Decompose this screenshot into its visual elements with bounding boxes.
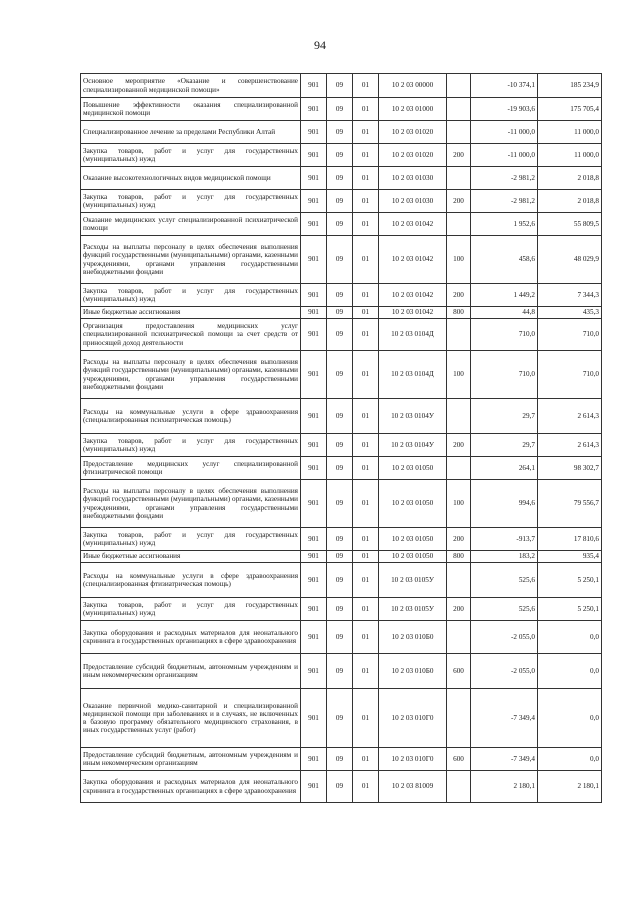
row-admin-code: 901 xyxy=(301,528,327,551)
row-expense-type xyxy=(447,771,471,803)
table-row xyxy=(81,457,602,480)
row-name: Оказание первичной медико-санитарной и специализированной медицинской помощи при заболеваниях и в случаях, не включенных в базовую программу обязательного медицинского страхования, в иных государственных услуг (работ) xyxy=(81,689,301,748)
row-admin-code: 901 xyxy=(301,689,327,748)
row-subsection: 01 xyxy=(353,654,379,689)
row-subsection: 01 xyxy=(353,319,379,351)
row-admin-code: 901 xyxy=(301,74,327,98)
row-name: Предоставление субсидий бюджетным, автономным учреждениям и иным некоммерческим организациям xyxy=(81,748,301,771)
row-target-article: 10 2 03 01000 xyxy=(379,98,447,121)
row-expense-type: 100 xyxy=(447,236,471,284)
table-row xyxy=(81,236,602,284)
row-subsection: 01 xyxy=(353,399,379,434)
row-name: Закупка оборудования и расходных материалов для неонатального скрининга в государственных организациях в сфере здравоохранения xyxy=(81,771,301,803)
row-section: 09 xyxy=(327,236,353,284)
row-expense-type: 800 xyxy=(447,307,471,319)
row-target-article: 10 2 03 01020 xyxy=(379,144,447,167)
row-change-amount: 525,6 xyxy=(471,563,538,598)
row-target-article: 10 2 03 01050 xyxy=(379,528,447,551)
row-name: Организация предоставления медицинских услуг специализированной психиатрической помощи за счет средств от приносящей доход деятельности xyxy=(81,319,301,351)
row-expense-type: 200 xyxy=(447,528,471,551)
row-subsection: 01 xyxy=(353,563,379,598)
table-row xyxy=(81,351,602,399)
table-row xyxy=(81,598,602,621)
row-change-amount: -11 000,0 xyxy=(471,121,538,144)
row-change-amount: -2 055,0 xyxy=(471,621,538,654)
row-change-amount: 710,0 xyxy=(471,351,538,399)
row-admin-code: 901 xyxy=(301,434,327,457)
table-row xyxy=(81,144,602,167)
row-admin-code: 901 xyxy=(301,319,327,351)
row-change-amount: 458,6 xyxy=(471,236,538,284)
row-name: Иные бюджетные ассигнования xyxy=(81,551,301,563)
row-expense-type xyxy=(447,319,471,351)
row-target-article: 10 2 03 00000 xyxy=(379,74,447,98)
row-section: 09 xyxy=(327,98,353,121)
row-total-amount: 935,4 xyxy=(538,551,602,563)
row-section: 09 xyxy=(327,167,353,190)
row-expense-type xyxy=(447,399,471,434)
row-expense-type xyxy=(447,563,471,598)
table-row xyxy=(81,121,602,144)
row-name: Оказание высокотехнологичных видов медицинской помощи xyxy=(81,167,301,190)
table-row xyxy=(81,480,602,528)
row-change-amount: 264,1 xyxy=(471,457,538,480)
row-name: Закупка товаров, работ и услуг для государственных (муниципальных) нужд xyxy=(81,144,301,167)
row-section: 09 xyxy=(327,598,353,621)
row-expense-type xyxy=(447,98,471,121)
row-section: 09 xyxy=(327,689,353,748)
row-total-amount: 2 180,1 xyxy=(538,771,602,803)
row-total-amount: 98 302,7 xyxy=(538,457,602,480)
row-target-article: 10 2 03 01042 xyxy=(379,236,447,284)
table-row xyxy=(81,74,602,98)
row-target-article: 10 2 03 0104Д xyxy=(379,351,447,399)
row-expense-type: 200 xyxy=(447,190,471,213)
row-subsection: 01 xyxy=(353,121,379,144)
table-row xyxy=(81,654,602,689)
row-section: 09 xyxy=(327,351,353,399)
row-section: 09 xyxy=(327,563,353,598)
row-change-amount: 29,7 xyxy=(471,399,538,434)
row-total-amount: 185 234,9 xyxy=(538,74,602,98)
row-change-amount: 525,6 xyxy=(471,598,538,621)
row-change-amount: -10 374,1 xyxy=(471,74,538,98)
row-name: Закупка товаров, работ и услуг для государственных (муниципальных) нужд xyxy=(81,598,301,621)
row-change-amount: 994,6 xyxy=(471,480,538,528)
row-total-amount: 435,3 xyxy=(538,307,602,319)
row-total-amount: 0,0 xyxy=(538,748,602,771)
row-target-article: 10 2 03 01030 xyxy=(379,167,447,190)
row-admin-code: 901 xyxy=(301,236,327,284)
row-subsection: 01 xyxy=(353,771,379,803)
row-target-article: 10 2 03 010Г0 xyxy=(379,689,447,748)
row-total-amount: 710,0 xyxy=(538,319,602,351)
row-name: Закупка оборудования и расходных материалов для неонатального скрининга в государственных организациях в сфере здравоохранения xyxy=(81,621,301,654)
row-section: 09 xyxy=(327,528,353,551)
row-total-amount: 2 018,8 xyxy=(538,190,602,213)
row-target-article: 10 2 03 0105У xyxy=(379,598,447,621)
row-name: Расходы на выплаты персоналу в целях обеспечения выполнения функций государственными (муниципальными) органами, казенными учреждениями, органами управления государственными внебюджетными фондами xyxy=(81,236,301,284)
row-target-article: 10 2 03 0104У xyxy=(379,434,447,457)
table-row xyxy=(81,528,602,551)
row-admin-code: 901 xyxy=(301,621,327,654)
row-subsection: 01 xyxy=(353,480,379,528)
row-expense-type: 600 xyxy=(447,748,471,771)
row-change-amount: -2 981,2 xyxy=(471,190,538,213)
row-target-article: 10 2 03 01042 xyxy=(379,213,447,236)
row-name: Расходы на выплаты персоналу в целях обеспечения выполнения функций государственными (муниципальными) органами, казенными учреждениями, органами управления государственными внебюджетными фондами xyxy=(81,480,301,528)
row-change-amount: -2 055,0 xyxy=(471,654,538,689)
row-total-amount: 55 809,5 xyxy=(538,213,602,236)
row-target-article: 10 2 03 01020 xyxy=(379,121,447,144)
row-total-amount: 5 250,1 xyxy=(538,598,602,621)
row-expense-type: 100 xyxy=(447,351,471,399)
row-section: 09 xyxy=(327,399,353,434)
table-row xyxy=(81,98,602,121)
row-subsection: 01 xyxy=(353,74,379,98)
table-row xyxy=(81,563,602,598)
row-section: 09 xyxy=(327,190,353,213)
row-section: 09 xyxy=(327,284,353,307)
row-change-amount: -7 349,4 xyxy=(471,689,538,748)
row-total-amount: 0,0 xyxy=(538,689,602,748)
row-expense-type xyxy=(447,74,471,98)
row-admin-code: 901 xyxy=(301,399,327,434)
table-row xyxy=(81,190,602,213)
row-change-amount: -7 349,4 xyxy=(471,748,538,771)
row-section: 09 xyxy=(327,480,353,528)
row-section: 09 xyxy=(327,307,353,319)
table-row xyxy=(81,689,602,748)
row-expense-type: 200 xyxy=(447,144,471,167)
row-subsection: 01 xyxy=(353,748,379,771)
row-expense-type: 200 xyxy=(447,284,471,307)
row-name: Иные бюджетные ассигнования xyxy=(81,307,301,319)
row-total-amount: 710,0 xyxy=(538,351,602,399)
row-section: 09 xyxy=(327,213,353,236)
row-subsection: 01 xyxy=(353,621,379,654)
row-change-amount: 29,7 xyxy=(471,434,538,457)
row-expense-type xyxy=(447,689,471,748)
table-row xyxy=(81,434,602,457)
row-subsection: 01 xyxy=(353,528,379,551)
row-section: 09 xyxy=(327,621,353,654)
row-admin-code: 901 xyxy=(301,144,327,167)
row-admin-code: 901 xyxy=(301,654,327,689)
row-name: Специализированное лечение за пределами Республики Алтай xyxy=(81,121,301,144)
row-expense-type xyxy=(447,213,471,236)
row-total-amount: 0,0 xyxy=(538,621,602,654)
row-target-article: 10 2 03 01050 xyxy=(379,457,447,480)
row-name: Предоставление субсидий бюджетным, автономным учреждениям и иным некоммерческим организациям xyxy=(81,654,301,689)
row-expense-type xyxy=(447,621,471,654)
table-row xyxy=(81,319,602,351)
row-section: 09 xyxy=(327,319,353,351)
row-name: Закупка товаров, работ и услуг для государственных (муниципальных) нужд xyxy=(81,284,301,307)
row-total-amount: 17 810,6 xyxy=(538,528,602,551)
row-admin-code: 901 xyxy=(301,748,327,771)
row-subsection: 01 xyxy=(353,434,379,457)
row-total-amount: 11 000,0 xyxy=(538,121,602,144)
table-row xyxy=(81,551,602,563)
row-subsection: 01 xyxy=(353,144,379,167)
row-admin-code: 901 xyxy=(301,598,327,621)
row-target-article: 10 2 03 01030 xyxy=(379,190,447,213)
row-subsection: 01 xyxy=(353,457,379,480)
row-admin-code: 901 xyxy=(301,551,327,563)
row-admin-code: 901 xyxy=(301,167,327,190)
row-section: 09 xyxy=(327,551,353,563)
row-change-amount: -11 000,0 xyxy=(471,144,538,167)
row-admin-code: 901 xyxy=(301,213,327,236)
row-subsection: 01 xyxy=(353,551,379,563)
row-total-amount: 2 614,3 xyxy=(538,399,602,434)
row-target-article: 10 2 03 0104У xyxy=(379,399,447,434)
row-name: Повышение эффективности оказания специализированной медицинской помощи xyxy=(81,98,301,121)
row-expense-type: 200 xyxy=(447,598,471,621)
row-total-amount: 175 705,4 xyxy=(538,98,602,121)
row-total-amount: 2 018,8 xyxy=(538,167,602,190)
row-admin-code: 901 xyxy=(301,480,327,528)
row-subsection: 01 xyxy=(353,689,379,748)
row-change-amount: 1 952,6 xyxy=(471,213,538,236)
page-number: 94 xyxy=(314,38,326,52)
row-admin-code: 901 xyxy=(301,121,327,144)
row-total-amount: 7 344,3 xyxy=(538,284,602,307)
table-row xyxy=(81,748,602,771)
row-name: Закупка товаров, работ и услуг для государственных (муниципальных) нужд xyxy=(81,434,301,457)
row-admin-code: 901 xyxy=(301,307,327,319)
row-target-article: 10 2 03 01050 xyxy=(379,551,447,563)
table-row xyxy=(81,213,602,236)
row-section: 09 xyxy=(327,748,353,771)
row-change-amount: 710,0 xyxy=(471,319,538,351)
row-admin-code: 901 xyxy=(301,98,327,121)
row-expense-type: 800 xyxy=(447,551,471,563)
row-target-article: 10 2 03 01050 xyxy=(379,480,447,528)
row-admin-code: 901 xyxy=(301,457,327,480)
row-section: 09 xyxy=(327,654,353,689)
row-section: 09 xyxy=(327,121,353,144)
row-change-amount: 44,8 xyxy=(471,307,538,319)
row-admin-code: 901 xyxy=(301,351,327,399)
row-target-article: 10 2 03 010Б0 xyxy=(379,621,447,654)
row-admin-code: 901 xyxy=(301,771,327,803)
row-section: 09 xyxy=(327,457,353,480)
row-section: 09 xyxy=(327,771,353,803)
row-total-amount: 5 250,1 xyxy=(538,563,602,598)
row-expense-type: 200 xyxy=(447,434,471,457)
row-name: Закупка товаров, работ и услуг для государственных (муниципальных) нужд xyxy=(81,190,301,213)
row-change-amount: 2 180,1 xyxy=(471,771,538,803)
table-row xyxy=(81,307,602,319)
row-total-amount: 0,0 xyxy=(538,654,602,689)
row-target-article: 10 2 03 0105У xyxy=(379,563,447,598)
row-admin-code: 901 xyxy=(301,284,327,307)
row-target-article: 10 2 03 01042 xyxy=(379,284,447,307)
row-target-article: 10 2 03 010Б0 xyxy=(379,654,447,689)
table-row xyxy=(81,621,602,654)
row-change-amount: -913,7 xyxy=(471,528,538,551)
row-target-article: 10 2 03 010Г0 xyxy=(379,748,447,771)
row-change-amount: -2 981,2 xyxy=(471,167,538,190)
row-total-amount: 79 556,7 xyxy=(538,480,602,528)
row-name: Оказание медицинских услуг специализированной психиатрической помощи xyxy=(81,213,301,236)
row-section: 09 xyxy=(327,434,353,457)
row-expense-type xyxy=(447,167,471,190)
row-admin-code: 901 xyxy=(301,563,327,598)
table-row xyxy=(81,771,602,803)
row-expense-type: 100 xyxy=(447,480,471,528)
row-expense-type xyxy=(447,121,471,144)
row-name: Предоставление медицинских услуг специализированной фтизиатрической помощи xyxy=(81,457,301,480)
row-target-article: 10 2 03 81009 xyxy=(379,771,447,803)
row-name: Расходы на выплаты персоналу в целях обеспечения выполнения функций государственными (муниципальными) органами, казенными учреждениями, органами управления государственными внебюджетными фондами xyxy=(81,351,301,399)
table-row xyxy=(81,167,602,190)
table-row xyxy=(81,284,602,307)
row-subsection: 01 xyxy=(353,284,379,307)
row-name: Расходы на коммунальные услуги в сфере здравоохранения (специализированная фтизиатрическая помощь) xyxy=(81,563,301,598)
row-target-article: 10 2 03 0104Д xyxy=(379,319,447,351)
table-body xyxy=(81,74,602,803)
row-subsection: 01 xyxy=(353,167,379,190)
row-name: Закупка товаров, работ и услуг для государственных (муниципальных) нужд xyxy=(81,528,301,551)
row-subsection: 01 xyxy=(353,598,379,621)
row-change-amount: -19 903,6 xyxy=(471,98,538,121)
row-subsection: 01 xyxy=(353,98,379,121)
row-subsection: 01 xyxy=(353,213,379,236)
budget-table xyxy=(80,73,602,803)
row-change-amount: 183,2 xyxy=(471,551,538,563)
row-section: 09 xyxy=(327,144,353,167)
row-subsection: 01 xyxy=(353,351,379,399)
table-row xyxy=(81,399,602,434)
row-expense-type: 600 xyxy=(447,654,471,689)
row-change-amount: 1 449,2 xyxy=(471,284,538,307)
row-total-amount: 48 029,9 xyxy=(538,236,602,284)
row-name: Расходы на коммунальные услуги в сфере здравоохранения (специализированная психиатрическая помощь) xyxy=(81,399,301,434)
row-subsection: 01 xyxy=(353,190,379,213)
row-subsection: 01 xyxy=(353,307,379,319)
row-total-amount: 2 614,3 xyxy=(538,434,602,457)
row-section: 09 xyxy=(327,74,353,98)
row-total-amount: 11 000,0 xyxy=(538,144,602,167)
row-admin-code: 901 xyxy=(301,190,327,213)
row-expense-type xyxy=(447,457,471,480)
row-target-article: 10 2 03 01042 xyxy=(379,307,447,319)
row-subsection: 01 xyxy=(353,236,379,284)
row-name: Основное мероприятие «Оказание и совершенствование специализированной медицинской помощи» xyxy=(81,74,301,98)
